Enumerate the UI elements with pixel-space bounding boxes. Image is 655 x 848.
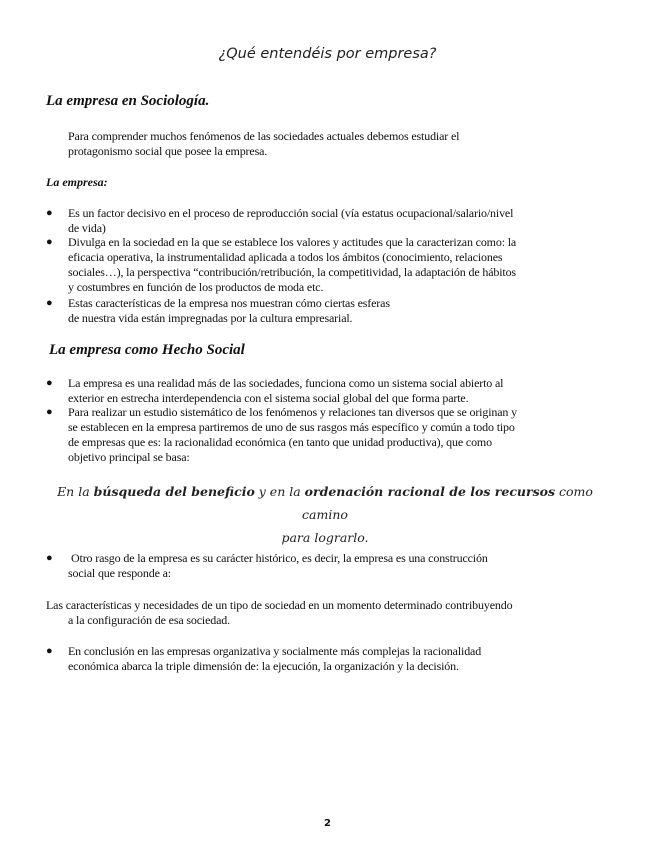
section-heading-sociologia: La empresa en Sociología. — [46, 93, 210, 109]
list-item-line: se establecen en la empresa partiremos de uno de sus rasgos más específico y común a todo tipo — [68, 420, 515, 434]
list-item-line: eficacia operativa, la instrumentalidad aplicada a todos los ámbitos (conocimiento, relaciones — [68, 250, 503, 264]
quote-emphasis-beneficio: búsqueda del beneficio — [93, 484, 255, 499]
intro-paragraph — [68, 129, 459, 159]
list-item-line: exterior en estrecha interdependencia con el sistema social global del que forma parte. — [68, 391, 469, 405]
list-item-line: Estas características de la empresa nos muestran cómo ciertas esferas — [68, 296, 390, 310]
paragraph-line: Las características y necesidades de un tipo de sociedad en un momento determinado contribuyendo — [46, 598, 513, 612]
list-item — [46, 551, 616, 581]
list-item-line: Es un factor decisivo en el proceso de reproducción social (vía estatus ocupacional/salario/nivel — [68, 206, 514, 220]
page-title: ¿Qué entendéis por empresa? — [218, 46, 437, 62]
list-item-line: La empresa es una realidad más de las sociedades, funciona como un sistema social abierto al — [68, 376, 504, 390]
list-item — [46, 296, 616, 326]
list-item-line: En conclusión en las empresas organizativa y socialmente más complejas la racionalidad — [68, 644, 482, 658]
list-item-line: objetivo principal se basa: — [68, 450, 190, 464]
list-item — [46, 644, 616, 674]
bullet-icon: ● — [46, 297, 53, 309]
quote-emphasis-recursos: ordenación racional de los recursos — [304, 484, 556, 499]
quote-line-2: para lograrlo. — [281, 530, 369, 545]
list-item-line: Otro rasgo de la empresa es su carácter histórico, es decir, la empresa es una construcción — [71, 551, 488, 565]
list-item-line: Para realizar un estudio sistemático de los fenómenos y relaciones tan diversos que se originan y — [68, 405, 517, 419]
paragraph-caracteristicas — [46, 598, 616, 628]
list-item-line: sociales…), la perspectiva “contribución/retribución, la competitividad, la adaptación de hábitos — [68, 265, 516, 279]
highlighted-quote: En la búsqueda del beneficio y en la ordenación racional de los recursos como camino para lograrlo. — [40, 480, 610, 549]
bullet-icon: ● — [46, 207, 53, 219]
bullet-icon: ● — [46, 406, 53, 418]
bullet-icon: ● — [46, 236, 53, 248]
list-item — [46, 376, 616, 406]
page-number: 2 — [324, 818, 331, 829]
intro-line-1: Para comprender muchos fenómenos de las sociedades actuales debemos estudiar el — [68, 129, 460, 143]
bullet-icon: ● — [46, 377, 53, 389]
list-item-line: de empresas que es: la racionalidad económica (en tanto que unidad productiva), que como — [68, 435, 492, 449]
list-item-line: económica abarca la triple dimensión de: la ejecución, la organización y la decisión. — [68, 659, 459, 673]
intro-line-2: protagonismo social que posee la empresa. — [68, 144, 268, 158]
section-heading-hecho-social: La empresa como Hecho Social — [49, 342, 245, 358]
list-item-line: de vida) — [68, 221, 106, 235]
list-item — [46, 405, 616, 465]
subheading-la-empresa: La empresa: — [46, 175, 108, 189]
bullet-icon: ● — [46, 552, 53, 564]
bullet-icon: ● — [46, 645, 53, 657]
paragraph-line: a la configuración de esa sociedad. — [68, 613, 231, 627]
list-item — [46, 206, 616, 236]
list-item-line: Divulga en la sociedad en la que se establece los valores y actitudes que la caracterizan como: la — [68, 235, 517, 249]
list-item-line: y costumbres en función de los productos de moda etc. — [68, 280, 324, 294]
list-item-line: de nuestra vida están impregnadas por la cultura empresarial. — [68, 311, 353, 325]
list-item — [46, 235, 616, 295]
list-item-line: social que responde a: — [68, 566, 171, 580]
